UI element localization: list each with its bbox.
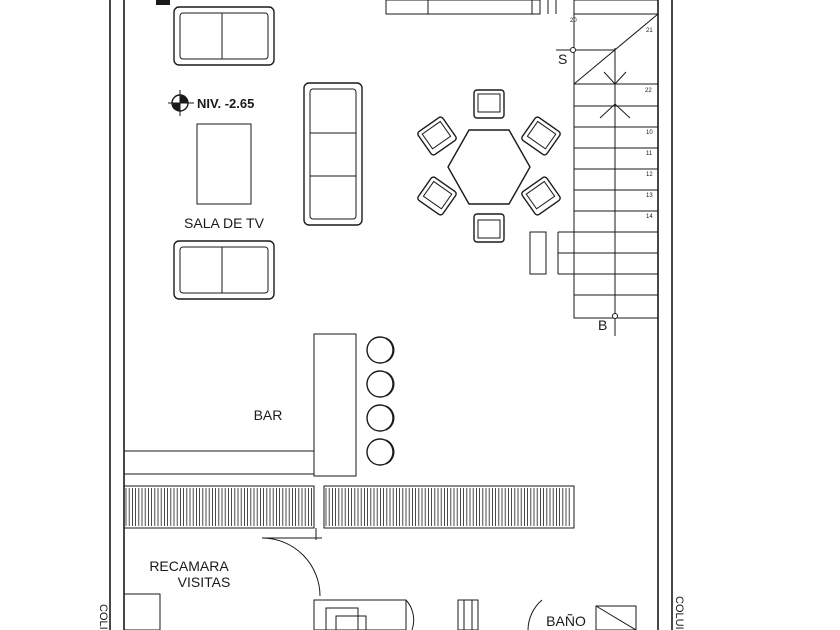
exterior-walls xyxy=(110,0,672,630)
step-number: 14 xyxy=(646,214,653,220)
side-cabinet xyxy=(530,232,546,274)
room-label-sala-tv: SALA DE TV xyxy=(184,215,264,231)
sofa-long xyxy=(304,83,362,225)
chair xyxy=(417,116,458,156)
sofa-bottom xyxy=(174,241,274,299)
chair xyxy=(521,176,562,216)
edge-label-right: COLUI xyxy=(673,596,685,630)
dining-set xyxy=(417,90,562,242)
edge-label-left: COLI xyxy=(97,604,109,630)
room-label-bano: BAÑO xyxy=(546,613,586,629)
step-number: 20 xyxy=(570,18,577,24)
bar-counter xyxy=(124,334,356,476)
room-label-bar: BAR xyxy=(253,407,283,423)
top-partition xyxy=(386,0,556,14)
staircase xyxy=(556,0,658,336)
bar-stool xyxy=(367,405,394,431)
stair-marker-up: S xyxy=(558,51,568,67)
chair xyxy=(474,90,504,118)
step-number: 22 xyxy=(645,88,652,94)
hatched-wall xyxy=(124,486,574,528)
guest-room-door xyxy=(262,528,322,596)
step-number: 13 xyxy=(646,193,653,199)
chair xyxy=(417,176,458,216)
step-number: 10 xyxy=(646,130,653,136)
bar-stools xyxy=(367,337,394,465)
chair xyxy=(521,116,562,156)
sofa-top xyxy=(174,7,274,65)
room-label-visitas: VISITAS xyxy=(177,574,231,590)
level-marker-icon xyxy=(168,90,194,116)
bar-stool xyxy=(367,439,394,465)
stair-marker-down: B xyxy=(598,317,608,333)
level-label: NIV. -2.65 xyxy=(197,96,255,111)
chair xyxy=(474,214,504,242)
bar-stool xyxy=(367,337,394,363)
bar-stool xyxy=(367,371,394,397)
step-number: 11 xyxy=(646,151,653,157)
step-number: 21 xyxy=(646,28,653,34)
coffee-table xyxy=(197,124,251,204)
room-label-recamara: RECAMARA xyxy=(149,558,229,574)
step-number: 12 xyxy=(646,172,653,178)
